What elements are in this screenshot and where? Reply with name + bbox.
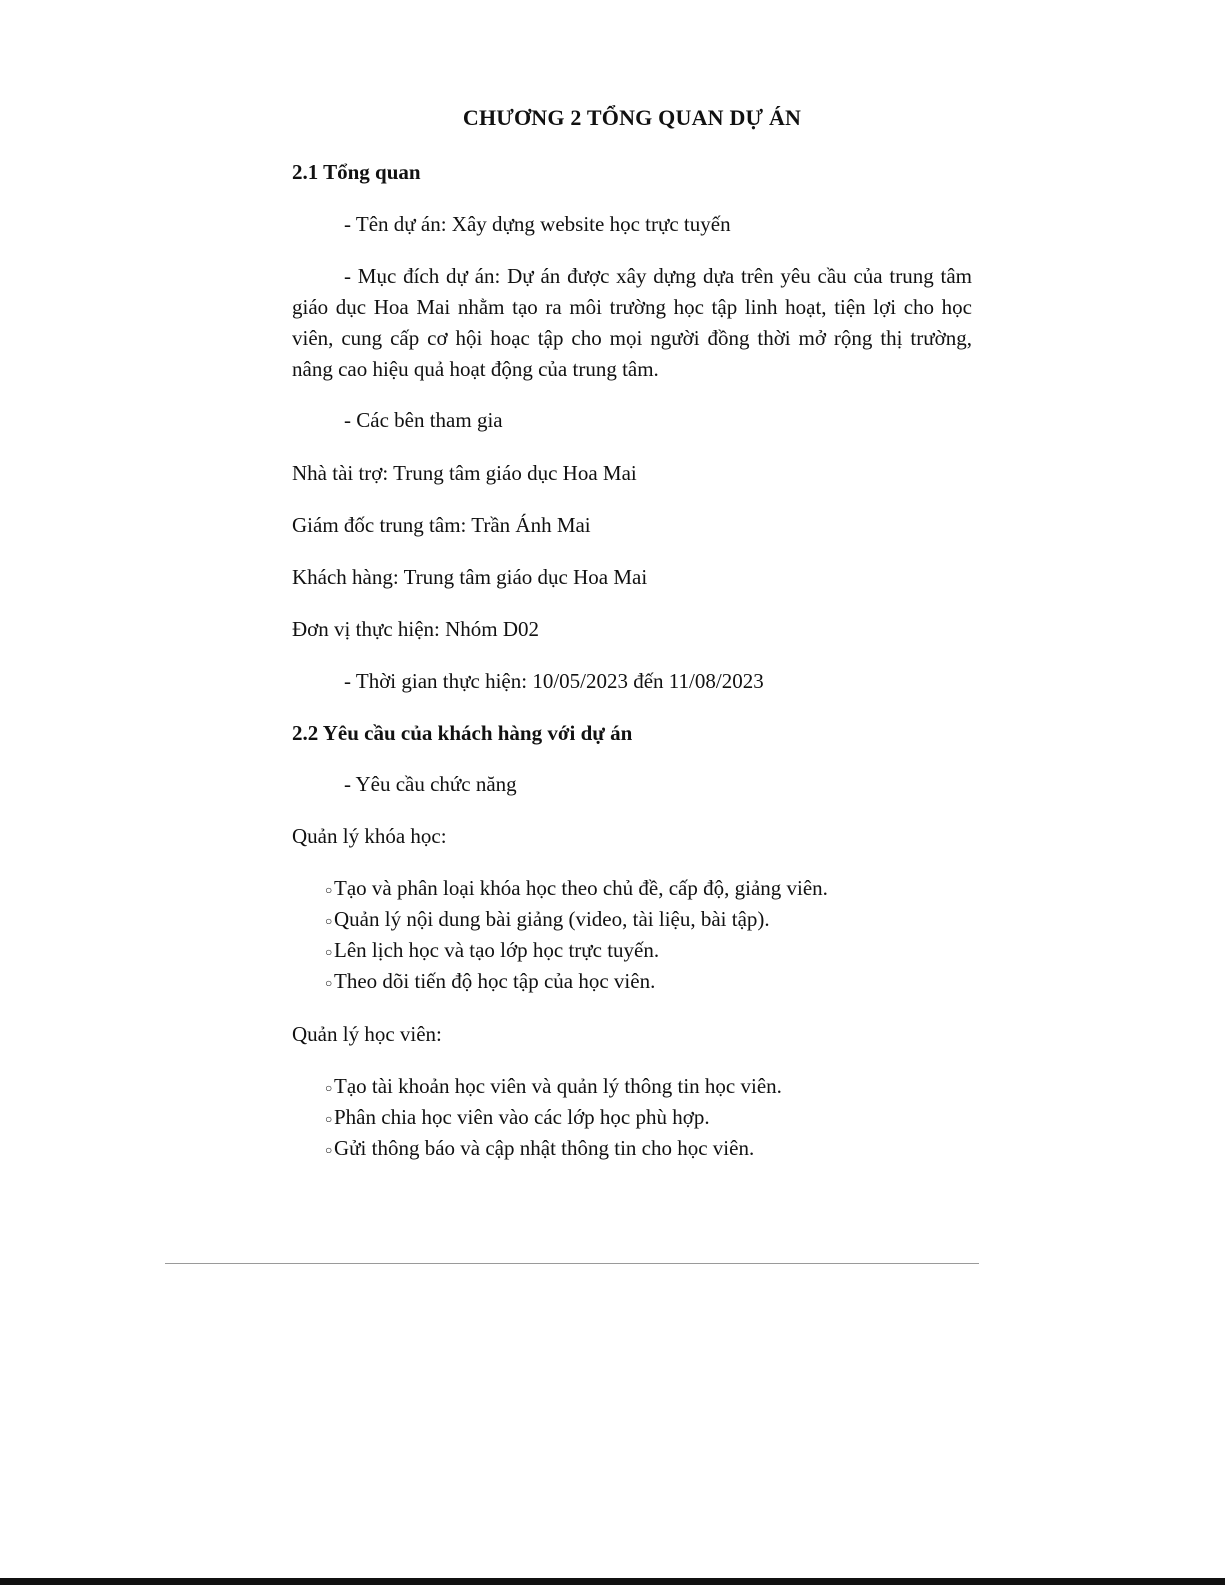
functional-requirements-label: - Yêu cầu chức năng (344, 772, 517, 796)
list-item: ○Tạo tài khoản học viên và quản lý thông tin học viên. (325, 1072, 782, 1102)
sponsor-line: Nhà tài trợ: Trung tâm giáo dục Hoa Mai (292, 461, 637, 485)
bullet-icon: ○ (325, 1081, 333, 1095)
director-line: Giám đốc trung tâm: Trần Ánh Mai (292, 513, 591, 537)
implementer-line: Đơn vị thực hiện: Nhóm D02 (292, 617, 540, 641)
list-item: ○Quản lý nội dung bài giảng (video, tài liệu, bài tập). (325, 905, 770, 935)
list-item: ○Phân chia học viên vào các lớp học phù hợp. (325, 1103, 710, 1133)
bottom-edge-bar (0, 1578, 1225, 1585)
list-item: ○Tạo và phân loại khóa học theo chủ đề, cấp độ, giảng viên. (325, 874, 828, 904)
bullet-icon: ○ (325, 883, 333, 897)
chapter-title: CHƯƠNG 2 TỔNG QUAN DỰ ÁN (462, 105, 802, 130)
timeline-line: - Thời gian thực hiện: 10/05/2023 đến 11/08/2023 (344, 669, 764, 693)
student-management-label: Quản lý học viên: (292, 1022, 442, 1046)
project-purpose-paragraph: - Mục đích dự án: Dự án được xây dựng dựa trên yêu cầu của trung tâm giáo dục Hoa Mai nhằm tạo ra môi trường học tập linh hoạt, tiện lợi cho học viên, cung cấp cơ hội hoạc tập cho mọi người đồng thời mở rộng thị trường, nâng cao hiệu quả hoạt động của trung tâm. (292, 264, 972, 381)
bullet-icon: ○ (325, 1143, 333, 1157)
list-item: ○Theo dõi tiến độ học tập của học viên. (325, 967, 655, 997)
customer-line: Khách hàng: Trung tâm giáo dục Hoa Mai (292, 565, 648, 589)
participants-label: - Các bên tham gia (344, 408, 503, 432)
course-management-label: Quản lý khóa học: (292, 824, 447, 848)
list-item: ○Gửi thông báo và cập nhật thông tin cho học viên. (325, 1134, 754, 1164)
project-name-line: - Tên dự án: Xây dựng website học trực tuyến (344, 212, 731, 236)
bullet-icon: ○ (325, 1112, 333, 1126)
section-heading-requirements: 2.2 Yêu cầu của khách hàng với dự án (292, 721, 633, 745)
bullet-icon: ○ (325, 976, 333, 990)
section-heading-overview: 2.1 Tổng quan (292, 160, 421, 184)
list-item: ○Lên lịch học và tạo lớp học trực tuyến. (325, 936, 659, 966)
bullet-icon: ○ (325, 945, 333, 959)
bullet-icon: ○ (325, 914, 333, 928)
page-divider (165, 1263, 979, 1264)
